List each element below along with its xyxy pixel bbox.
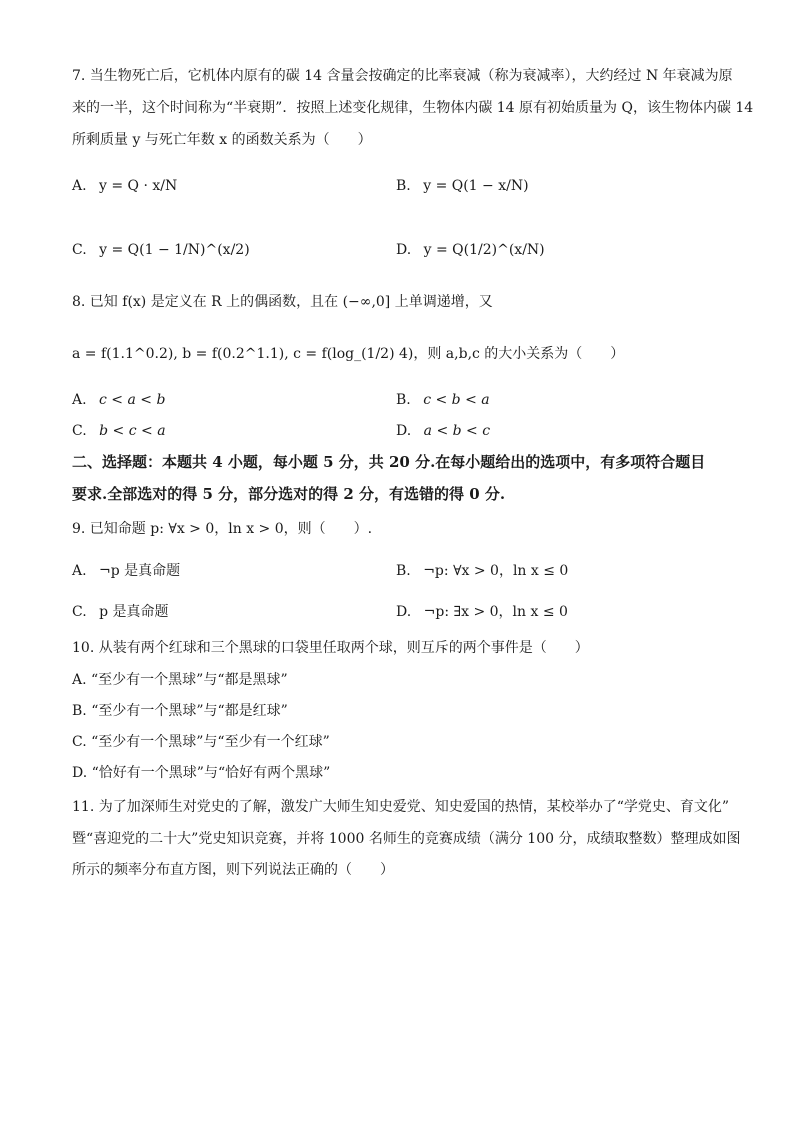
q8-option-c-label: C. [72,423,87,439]
q9-option-a [72,561,180,581]
q7-option-b [396,176,529,196]
q8-option-b [396,390,490,410]
q7-stem-line-2: 来的一半，这个时间称为“半衰期”．按照上述变化规律，生物体内碳 14 原有初始质量为 Q，该生物体内碳 14 [72,100,754,116]
q8-option-a-label: A. [72,392,87,408]
q7-option-d [396,240,545,260]
q10-option-d: D. “恰好有一个黑球”与“恰好有两个黑球” [72,765,331,781]
q9-option-b [396,561,568,581]
q7-option-a-formula: y = Q · x/N [99,178,178,194]
q11-stem-line-2: 暨“喜迎党的二十大”党史知识竞赛，并将 1000 名师生的竞赛成绩（满分 100 分，成绩取整数）整理成如图 [72,831,741,847]
q9-option-b-text: ¬p: ∀x > 0，ln x ≤ 0 [423,563,569,579]
q8-option-d-label: D. [396,423,412,439]
q9-option-c-text: p 是真命题 [99,604,169,620]
q7-option-b-formula: y = Q(1 − x/N) [423,178,529,194]
q9-option-a-text: ¬p 是真命题 [99,563,181,579]
q7-option-a [72,176,177,196]
q11-stem-line-1: 11. 为了加深师生对党史的了解，激发广大师生知史爱党、知史爱国的热情，某校举办了“学党史、育文化” [72,799,730,815]
q7-stem-line-3: 所剩质量 y 与死亡年数 x 的函数关系为（ ） [72,132,372,148]
q10-option-a: A. “至少有一个黑球”与“都是黑球” [72,672,288,688]
q9-option-c-label: C. [72,604,87,620]
q8-option-a-formula: c < a < b [99,392,166,408]
q8-option-c-formula: b < c < a [99,423,166,439]
q7-option-c-label: C. [72,242,87,258]
q9-option-d [396,602,568,622]
q10-option-b: B. “至少有一个黑球”与“都是红球” [72,703,288,719]
q8-stem-line-1: 8. 已知 f(x) 是定义在 R 上的偶函数，且在 (−∞,0] 上单调递增，又 [72,294,493,310]
q10-option-c: C. “至少有一个黑球”与“至少有一个红球” [72,734,330,750]
q7-option-b-label: B. [396,178,411,194]
q8-option-d-formula: a < b < c [423,423,491,439]
q9-stem: 9. 已知命题 p: ∀x > 0，ln x > 0，则（ ）. [72,521,373,537]
q10-stem: 10. 从装有两个红球和三个黑球的口袋里任取两个球，则互斥的两个事件是（ ） [72,640,589,656]
q8-option-b-label: B. [396,392,411,408]
q9-option-d-label: D. [396,604,412,620]
q11-stem-line-3: 所示的频率分布直方图，则下列说法正确的（ ） [72,862,394,878]
q7-option-c-formula: y = Q(1 − 1/N)^(x/2) [99,242,250,258]
q8-stem-line-2: a = f(1.1^0.2), b = f(0.2^1.1), c = f(log_(1/2) 4)，则 a,b,c 的大小关系为（ ） [72,346,625,362]
q7-option-a-label: A. [72,178,87,194]
q9-option-a-label: A. [72,563,87,579]
q9-option-c [72,602,169,622]
q8-option-c [72,421,166,441]
q7-option-d-label: D. [396,242,412,258]
q7-option-c [72,240,250,260]
q8-option-b-formula: c < b < a [423,392,490,408]
q9-option-d-text: ¬p: ∃x > 0，ln x ≤ 0 [423,604,568,620]
q8-option-d [396,421,490,441]
q8-option-a [72,390,165,410]
q9-option-b-label: B. [396,563,411,579]
q7-stem-line-1: 7. 当生物死亡后，它机体内原有的碳 14 含量会按确定的比率衰减（称为衰减率），大约经过 N 年衰减为原 [72,68,733,84]
q7-option-d-formula: y = Q(1/2)^(x/N) [423,242,545,258]
section-2-heading-line-1: 二、选择题：本题共 4 小题，每小题 5 分，共 20 分.在每小题给出的选项中，有多项符合题目 [72,453,706,471]
section-2-heading-line-2: 要求.全部选对的得 5 分，部分选对的得 2 分，有选错的得 0 分. [72,485,506,503]
